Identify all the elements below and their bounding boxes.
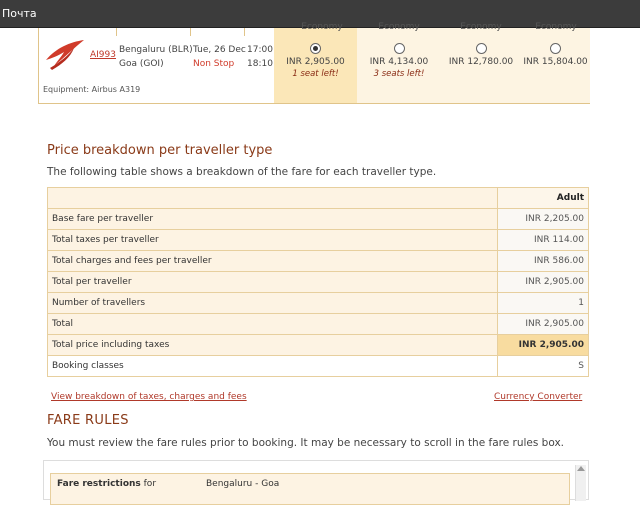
column-divider (190, 28, 191, 36)
fare-rules-box[interactable] (43, 460, 589, 500)
restrictions-for: for (143, 479, 157, 489)
total-price-highlight: INR 2,905.00 (498, 335, 589, 356)
table-row: Booking classes S (48, 356, 589, 377)
fare-header: Economy (460, 22, 502, 32)
seats-left: 1 seat left! (292, 69, 339, 79)
airline-logo-icon (44, 38, 86, 72)
table-row: Total INR 2,905.00 (48, 314, 589, 335)
table-row: Total price including taxes INR 2,905.00 (48, 335, 589, 356)
column-divider (116, 28, 117, 36)
equipment: Equipment: Airbus A319 (43, 85, 141, 94)
fare-price: INR 15,804.00 (523, 57, 588, 67)
origin: Bengaluru (BLR) (119, 45, 193, 55)
fare-option-3[interactable] (441, 28, 521, 103)
breakdown-description: The following table shows a breakdown of the fare for each traveller type. (47, 166, 437, 178)
table-row: Total per traveller INR 2,905.00 (48, 272, 589, 293)
fare-header: Economy (535, 22, 577, 32)
arrive-time: 18:10 (247, 59, 273, 69)
column-divider (244, 28, 245, 36)
fare-rules-title: FARE RULES (47, 413, 129, 428)
flight-times (247, 43, 273, 71)
seats-left: 3 seats left! (373, 69, 425, 79)
depart-time: 17:00 (247, 45, 273, 55)
restrictions-route: Bengaluru - Goa (206, 479, 280, 489)
fare-radio[interactable] (476, 43, 487, 54)
breakdown-title: Price breakdown per traveller type (47, 143, 273, 158)
window-title: Почта (2, 7, 37, 20)
departure-date: Tue, 26 Dec (193, 45, 246, 55)
table-row: Base fare per traveller INR 2,205.00 (48, 209, 589, 230)
fare-header: Economy (301, 22, 343, 32)
fare-rules-description: You must review the fare rules prior to booking. It may be necessary to scroll in the fare rules box. (47, 437, 565, 449)
fare-header: Economy (378, 22, 420, 32)
fare-radio[interactable] (394, 43, 405, 54)
fare-option-4[interactable] (521, 28, 590, 103)
currency-converter-link[interactable]: Currency Converter (494, 392, 583, 402)
fare-price: INR 2,905.00 (286, 57, 345, 67)
table-row: Total taxes per traveller INR 114.00 (48, 230, 589, 251)
fare-radio[interactable] (550, 43, 561, 54)
table-row: Total charges and fees per traveller INR 586.00 (48, 251, 589, 272)
stops-badge: Non Stop (193, 59, 235, 69)
column-header-adult: Adult (498, 188, 589, 209)
fare-option-1[interactable] (274, 28, 357, 103)
taxes-breakdown-link[interactable]: View breakdown of taxes, charges and fees (51, 392, 247, 402)
table-row: Number of travellers 1 (48, 293, 589, 314)
fare-price: INR 4,134.00 (369, 57, 429, 67)
price-breakdown-table (47, 187, 589, 377)
flight-number-link[interactable]: AI993 (90, 50, 116, 60)
flight-date (193, 43, 246, 71)
scroll-up-icon[interactable] (577, 466, 585, 471)
fare-radio-selected[interactable] (310, 43, 321, 54)
fare-price: INR 12,780.00 (448, 57, 514, 67)
fare-option-2[interactable] (357, 28, 441, 103)
restrictions-label: Fare restrictions (57, 479, 141, 489)
flight-route (119, 43, 193, 71)
fare-restrictions-row (50, 473, 570, 505)
flight-row (38, 22, 590, 104)
destination: Goa (GOI) (119, 59, 164, 69)
